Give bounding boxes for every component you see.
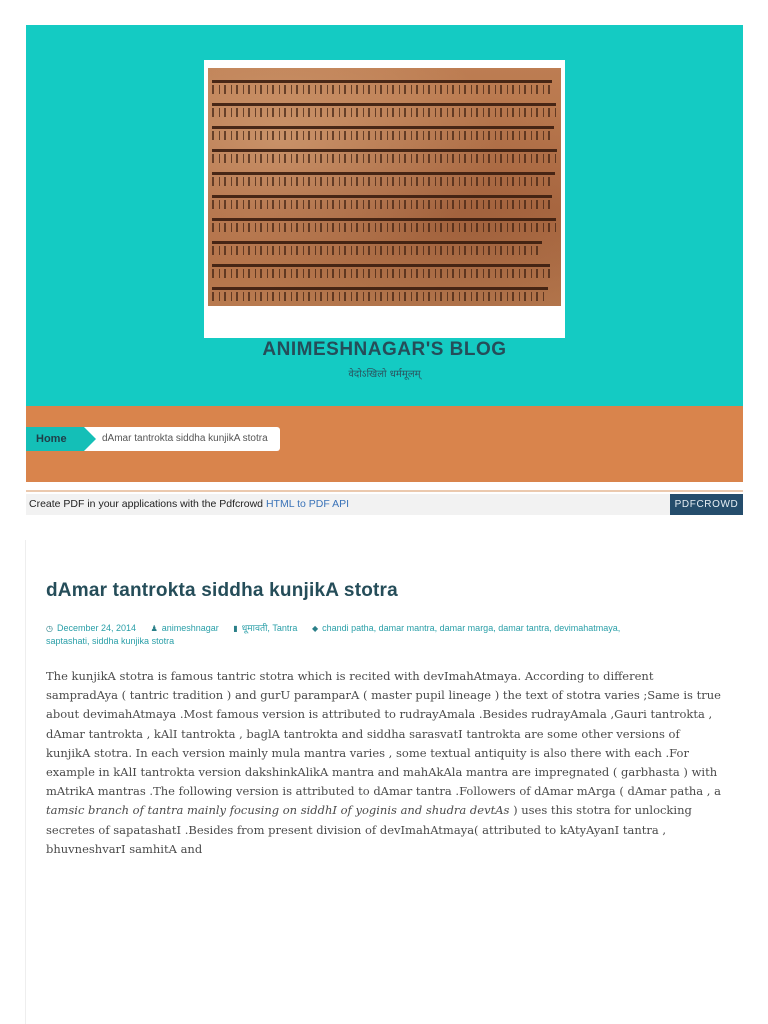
manuscript-image [208,68,561,306]
post-date-link[interactable]: December 24, 2014 [56,623,137,633]
post-meta [46,622,726,648]
site-header [26,25,743,406]
post-paragraph: The kunjikA stotra is famous tantric stotra which is recited with devImahAtmaya. According to different sampradAya ( tantric tradition ) and gurU paramparA ( master pupil lineage ) the text of stotra varies ;Same is true about devimahAtmaya .Most famous version is attributed to rudrayAmala .Besides rudrayAmala ,Gauri tantrokta , dAmar tantrokta , kAlI tantrokta , baglA tantrokta and siddha sarasvatI tantrokta are some other versions of kunjikA stotra. In each version mainly mula mantra varies , some textual antiquity is also there with each .For example in kAlI tantrokta version dakshinkAlikA mantra and mahAkAla mantra are impregnated ( garbhasta ) with mAtrikA mantras .The following version is attributed to dAmar tantra .Followers of dAmar mArga ( dAmar patha , a tamsic branch of tantra mainly focusing on siddhI of yoginis and shudra devtAs ) uses this stotra for unlocking secretes of sapatashatI .Besides from present division of devImahAtmaya( attributed to kAtyAyanI tantra , bhuvneshvarI samhitA and [46,669,721,856]
tag-icon: ◆ [311,624,319,633]
breadcrumb [26,427,280,451]
divider [26,490,743,492]
breadcrumb-bar [26,406,743,482]
post-tags-links[interactable]: chandi patha, damar mantra, damar marga, damar tantra, devimahatmaya, [322,623,621,633]
post-title: dAmar tantrokta siddha kunjikA stotra [46,580,398,601]
header-banner[interactable] [204,60,565,338]
blog-title[interactable]: ANIMESHNAGAR'S BLOG [262,339,507,360]
emphasis-text: tamsic branch of tantra mainly focusing on siddhI of yoginis and shudra devtAs [46,803,510,818]
content-border [25,540,26,1024]
pdfcrowd-logo[interactable]: PDFCROWD [670,494,743,515]
post-author-link[interactable]: animeshnagar [161,623,219,633]
breadcrumb-home-link[interactable]: Home [26,427,84,451]
breadcrumb-current: dAmar tantrokta siddha kunjikA stotra [84,427,280,451]
pdfcrowd-text: Create PDF in your applications with the Pdfcrowd HTML to PDF API [29,498,349,510]
post-tags-links-cont[interactable]: saptashati, siddha kunjika stotra [46,636,175,646]
blog-tagline: वेदोऽखिलो धर्ममूलम् [348,369,421,380]
user-icon: ♟ [150,624,158,633]
folder-icon: ▮ [233,624,238,633]
pdfcrowd-bar [26,494,743,515]
post-categories-links[interactable]: धूमावती, Tantra [241,623,298,633]
pdfcrowd-link[interactable]: HTML to PDF API [265,498,349,510]
clock-icon: ◷ [46,624,53,633]
post-content [46,667,726,859]
